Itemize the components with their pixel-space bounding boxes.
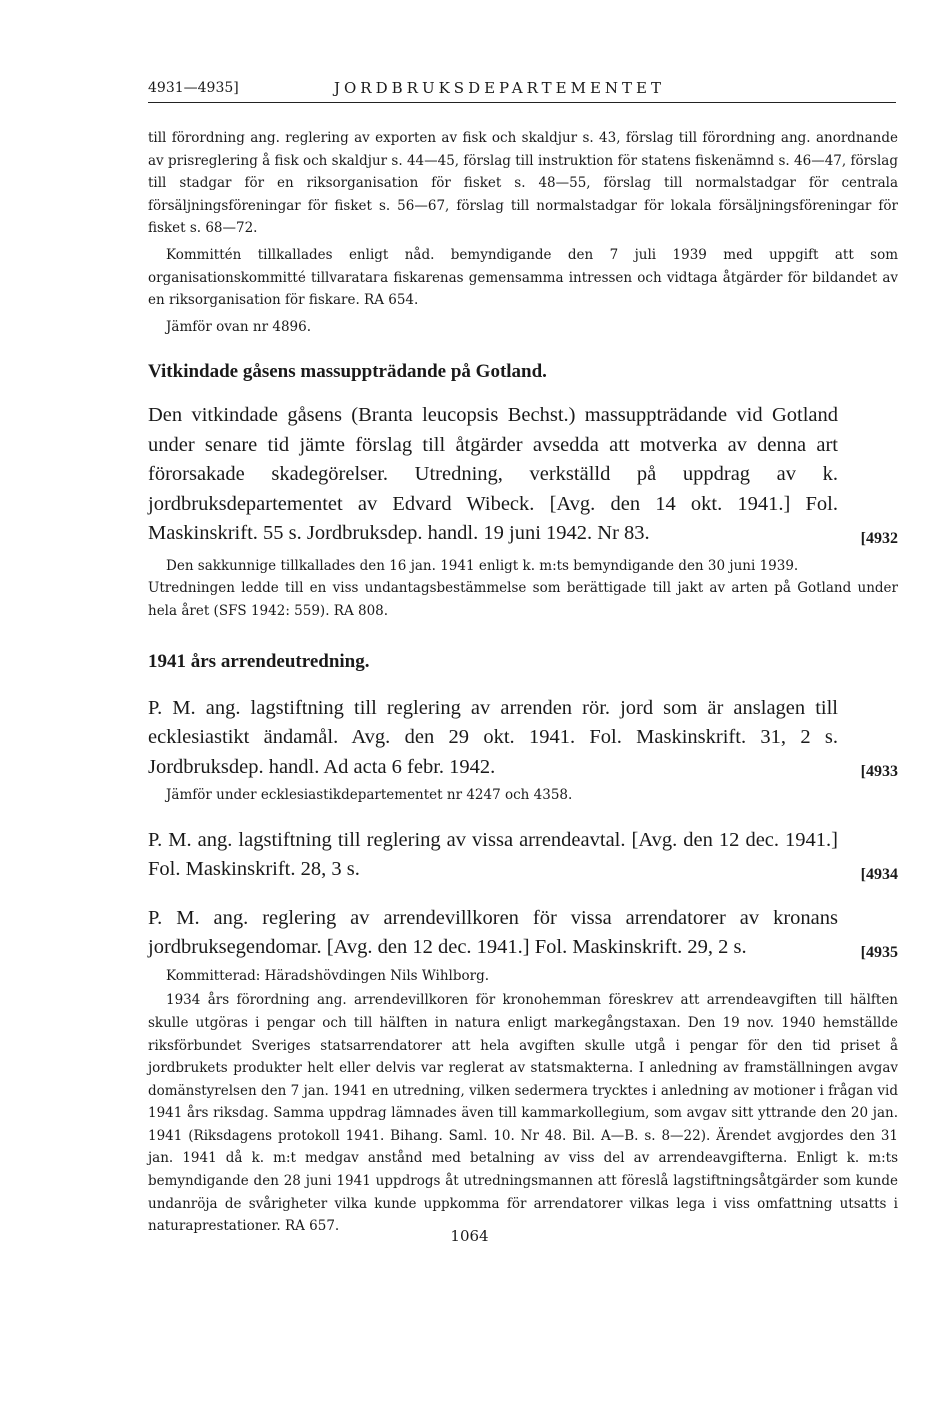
entry-4935-text: P. M. ang. reglering av arrendevillkoren för vissa arrendatorer av kronans jordbruksegendomar. [Avg. den 12 dec. 1941.] Fol. Maskinskrift. 29, 2 s. — [148, 906, 838, 959]
intro-commission-note: Kommittén tillkallades enligt nåd. bemyndigande den 7 juli 1939 med uppgift att som organisationskommitté tillvaratага fiskarenas gemensamma intressen och vidtaga åtgärder för bildandet av en riksorganisation för fiskare. RA 654. — [148, 246, 898, 309]
intro-paragraph: till förordning ang. reglering av exporten av fisk och skaldjur s. 43, förslag till förordning ang. anordnande av prisreglering å fisk och skaldjur s. 44—45, förslag till instruktion för statens fiskenämnd s. 46—47, förslag till stadgar för en riksorganisation för fisket s. 48—55, förslag till normalstadgar för centrala försäljningsföreningar för fisket s. 56—67, förslag till normalstadgar för lokala försäljningsföreningar för fisket s. 68—72. — [148, 130, 898, 237]
arrende-compare-note: Jämför under ecklesiastikdepartementet nr 4247 och 4358. — [166, 787, 573, 804]
entry-4934 — [148, 826, 898, 885]
intro-compare-note: Jämför ovan nr 4896. — [166, 318, 312, 335]
entry-4933-number: [4933 — [860, 763, 898, 781]
entry-4933-text: P. M. ang. lagstiftning till reglering av arrenden rör. jord som är anslagen till ecklesiastikt ändamål. Avg. den 29 okt. 1941. Fol. Maskinskrift. 31, 2 s. Jordbruksdep. handl. Ad acta 6 febr. 1942. — [148, 696, 838, 778]
page-number: 1064 — [450, 1227, 489, 1245]
entry-4932 — [148, 401, 898, 549]
page-content — [148, 127, 898, 1238]
gotland-note-outcome: Utredningen ledde till en viss undantagsbestämmelse som berättigade till jakt av arten på Gotland under hela året (SFS 1942: 559). RA 808. — [148, 580, 898, 620]
entry-4933 — [148, 694, 898, 783]
entry-4935 — [148, 904, 898, 963]
section-heading-arrende: 1941 års arrendeutredning. — [148, 650, 370, 672]
header-department-title: JORDBRUKSDEPARTEMENTET — [334, 79, 665, 97]
section-heading-gotland: Vitkindade gåsens massuppträdande på Gotland. — [148, 361, 547, 383]
entry-4932-text: Den vitkindade gåsens (Branta leucopsis Bechst.) massuppträdande vid Gotland under senare tid jämte förslag till åtgärder avsedda att motverka av denna art förorsakade skadegörelser. Utredning, verkställd på uppdrag av k. jordbruksdepartementet av Edvard Wibeck. [Avg. den 14 okt. 1941.] Fol. Maskinskrift. 55 s. Jordbruksdep. handl. 19 juni 1942. Nr 83. — [148, 404, 838, 545]
entry-4934-number: [4934 — [860, 865, 898, 883]
header-entry-range: 4931—4935] — [148, 80, 239, 96]
entry-4932-number: [4932 — [860, 529, 898, 547]
gotland-note-appointment: Den sakkunnige tillkallades den 16 jan. 1941 enligt k. m:ts bemyndigande den 30 juni 1939. — [166, 557, 799, 574]
arrende-background-note: 1934 års förordning ang. arrendevillkoren för kronohemman föreskrev att arrendeavgiften till hälften skulle utgöras i pengar och till hälften in natura enligt markegångstaxan. Den 19 nov. 1940 hemställde riksförbundet Sveriges statsarrendatorer att hela avgiften skulle utgå i pengar för den tid priset å jordbrukets produkter helt eller delvis var reglerat av statsmakterna. I anledning av framställningen avgav domänstyrelsen den 7 jan. 1941 en utredning, vilken sedermera trycktes i anledning av motioner i frågan vid 1941 års riksdag. Samma uppdrag lämnades även till kammarkollegium, som avgav sitt yttrande den 20 jan. 1941 (Riksdagens protokoll 1941. Bihang. Saml. 10. Nr 48. Bil. A—B. s. 8—22). Ärendet avgjordes den 31 jan. 1941 då k. m:t medgav anstånd med betalning av viss del av arrendeavgifterna. Enligt k. m:ts bemyndigande den 28 juni 1941 uppdrogs åt utredningsmannen att föreslå lagstiftningsåtgärder som kunde undanröja de svårigheter vilka kunde uppkomma för arrendatorer vilkas lega i viss omfattning utsatts i naturaprestationer. RA 657. — [148, 992, 898, 1235]
entry-4935-number: [4935 — [860, 943, 898, 961]
running-header — [148, 78, 896, 103]
arrende-committee-note: Kommitterad: Häradshövdingen Nils Wihlborg. — [166, 967, 489, 984]
entry-4934-text: P. M. ang. lagstiftning till reglering av vissa arrendeavtal. [Avg. den 12 dec. 1941.] Fol. Maskinskrift. 28, 3 s. — [148, 828, 838, 881]
